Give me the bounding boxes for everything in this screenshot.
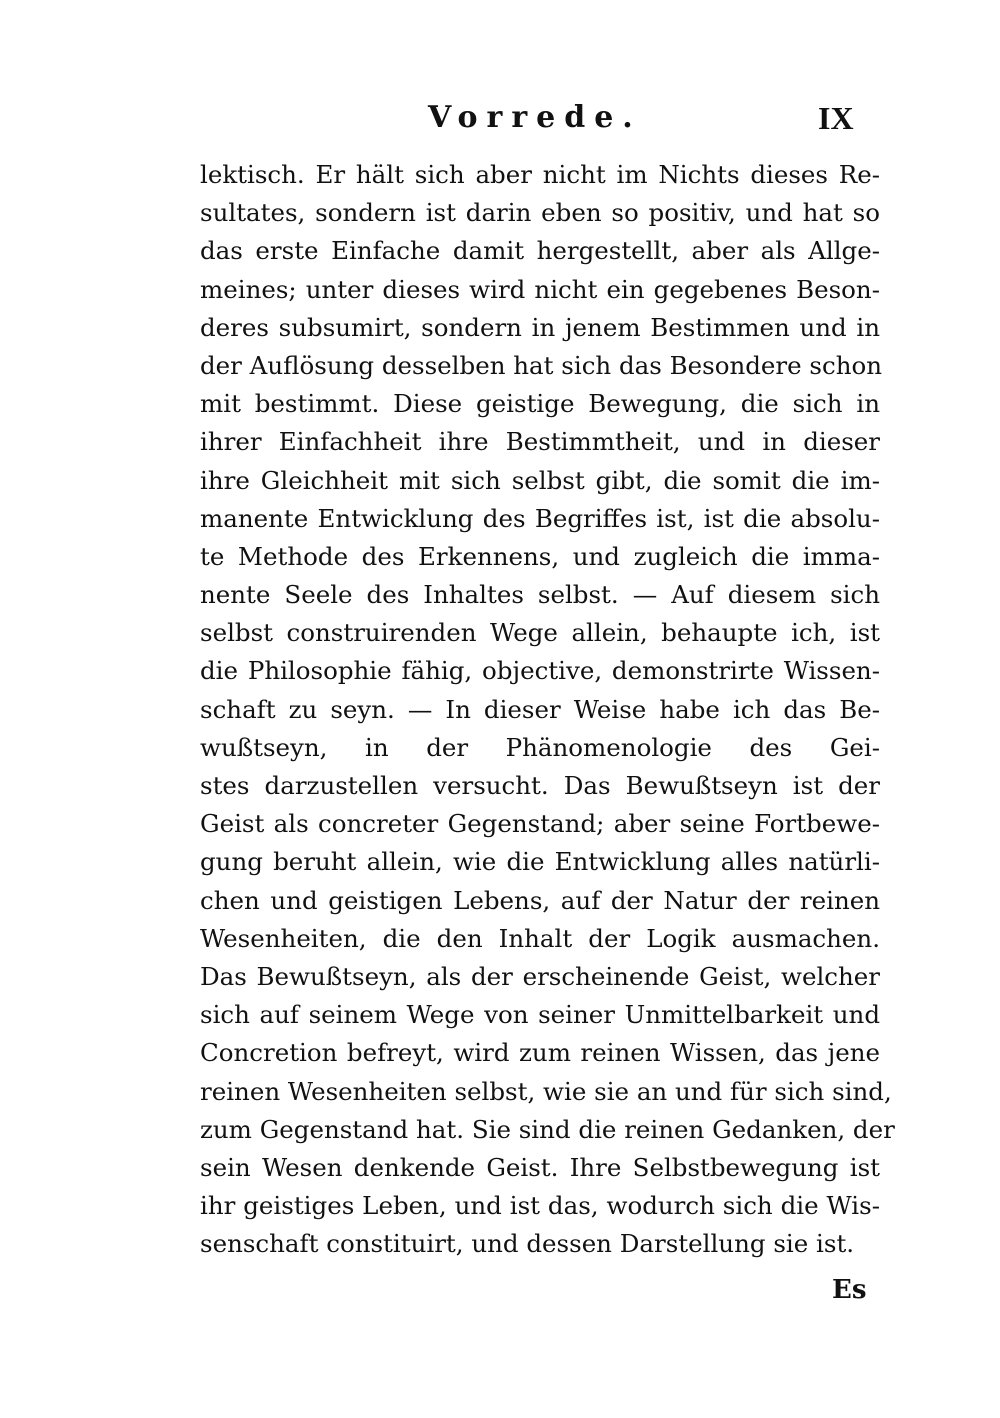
- text-line: mit bestimmt. Diese geistige Bewegung, die sich in: [200, 389, 880, 419]
- text-line: sein Wesen denkende Geist. Ihre Selbstbewegung ist: [200, 1152, 880, 1182]
- text-line: deres subsumirt, sondern in jenem Bestimmen und in: [200, 312, 880, 342]
- text-line: sich auf seinem Wege von seiner Unmittelbarkeit und: [200, 1000, 880, 1030]
- text-line: Wesenheiten, die den Inhalt der Logik ausmachen.: [200, 923, 880, 953]
- catchword: Es: [832, 1275, 867, 1305]
- text-line: chen und geistigen Lebens, auf der Natur der reinen: [200, 885, 880, 915]
- text-line: nente Seele des Inhaltes selbst. — Auf diesem sich: [200, 580, 880, 610]
- text-line: stes darzustellen versucht. Das Bewußtseyn ist der: [200, 771, 880, 800]
- text-line: der Auflösung desselben hat sich das Besondere schon: [200, 350, 883, 380]
- text-line: te Methode des Erkennens, und zugleich die imma-: [200, 541, 880, 571]
- running-title: Vorrede.: [428, 100, 642, 135]
- text-line: zum Gegenstand hat. Sie sind die reinen Gedanken, der: [200, 1114, 895, 1144]
- text-line: meines; unter dieses wird nicht ein gegebenes Beson-: [200, 274, 880, 304]
- text-line: sultates, sondern ist darin eben so positiv, und hat so: [200, 198, 880, 228]
- text-line: reinen Wesenheiten selbst, wie sie an und für sich sind,: [200, 1076, 892, 1106]
- text-line: ihr geistiges Leben, und ist das, wodurch sich die Wis-: [200, 1191, 880, 1221]
- text-line: Das Bewußtseyn, als der erscheinende Geist, welcher: [200, 961, 880, 991]
- text-line: ihre Gleichheit mit sich selbst gibt, die somit die im-: [200, 465, 880, 495]
- body-text: [200, 156, 895, 1263]
- text-line: ihrer Einfachheit ihre Bestimmtheit, und in dieser: [200, 427, 880, 457]
- text-line: Concretion befreyt, wird zum reinen Wissen, das jene: [200, 1038, 880, 1068]
- text-line: das erste Einfache damit hergestellt, aber als Allge-: [200, 236, 880, 266]
- text-line: senschaft constituirt, und dessen Darstellung sie ist.: [200, 1229, 855, 1259]
- text-line: manente Entwicklung des Begriffes ist, ist die absolu-: [200, 503, 880, 533]
- text-line: wußtseyn, in der Phänomenologie des Gei-: [200, 732, 880, 762]
- text-line: gung beruht allein, wie die Entwicklung alles natürli-: [200, 847, 880, 877]
- text-line: selbst construirenden Wege allein, behaupte ich, ist: [200, 618, 880, 648]
- text-line: Geist als concreter Gegenstand; aber seine Fortbewe-: [200, 809, 880, 839]
- text-line: die Philosophie fähig, objective, demonstrirte Wissen-: [200, 656, 880, 686]
- text-line: lektisch. Er hält sich aber nicht im Nichts dieses Re-: [200, 160, 880, 189]
- text-line: schaft zu seyn. — In dieser Weise habe ich das Be-: [200, 694, 880, 724]
- page-number: IX: [818, 100, 854, 136]
